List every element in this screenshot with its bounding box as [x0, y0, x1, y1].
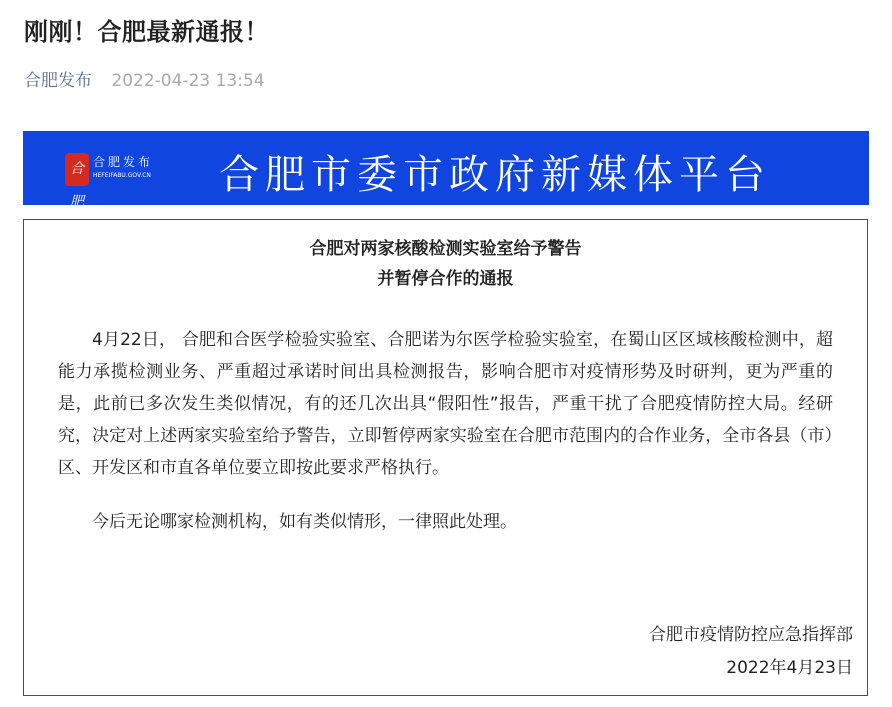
logo-name: 合肥发布 — [93, 155, 154, 169]
notice-date: 2022年4月23日 — [726, 658, 853, 678]
article-title: 刚刚！合肥最新通报！ — [24, 18, 269, 46]
notice-paragraph-2: 今后无论哪家检测机构，如有类似情形，一律照此处理。 — [92, 512, 517, 532]
article-meta — [24, 66, 265, 91]
notice-heading-line1: 合肥对两家核酸检测实验室给予警告 — [309, 239, 582, 259]
publish-time: 2022-04-23 13:54 — [111, 71, 265, 91]
header-banner-image — [23, 131, 869, 210]
notice-heading — [24, 234, 867, 294]
hefei-logo-icon: 合肥 — [65, 153, 89, 186]
notice-paragraph-1: 4月22日， 合肥和合医学检验实验室、合肥诺为尔医学检验实验室，在蜀山区区域核酸检测中，超能力承揽检测业务、严重超过承诺时间出具检测报告，影响合肥市对疫情形势及时研判，更为严重的是，此前已多次发生类似情况，有的还几次出具“假阳性”报告，严重干扰了合肥疫情防控大局。经研究，决定对上述两家实验室给予警告，立即暂停两家实验室在合肥市范围内的合作业务，全市各县（市）区、开发区和市直各单位要立即按此要求严格执行。 — [58, 330, 833, 478]
banner-text: 合肥市委市政府新媒体平台 — [219, 152, 771, 198]
source-account-link[interactable]: 合肥发布 — [24, 71, 92, 91]
notice-signature: 合肥市疫情防控应急指挥部 — [649, 625, 853, 645]
notice-heading-line2: 并暂停合作的通报 — [377, 269, 514, 289]
notice-box — [23, 219, 868, 696]
logo-url: HEFEIFABU.GOV.CN — [93, 172, 151, 179]
